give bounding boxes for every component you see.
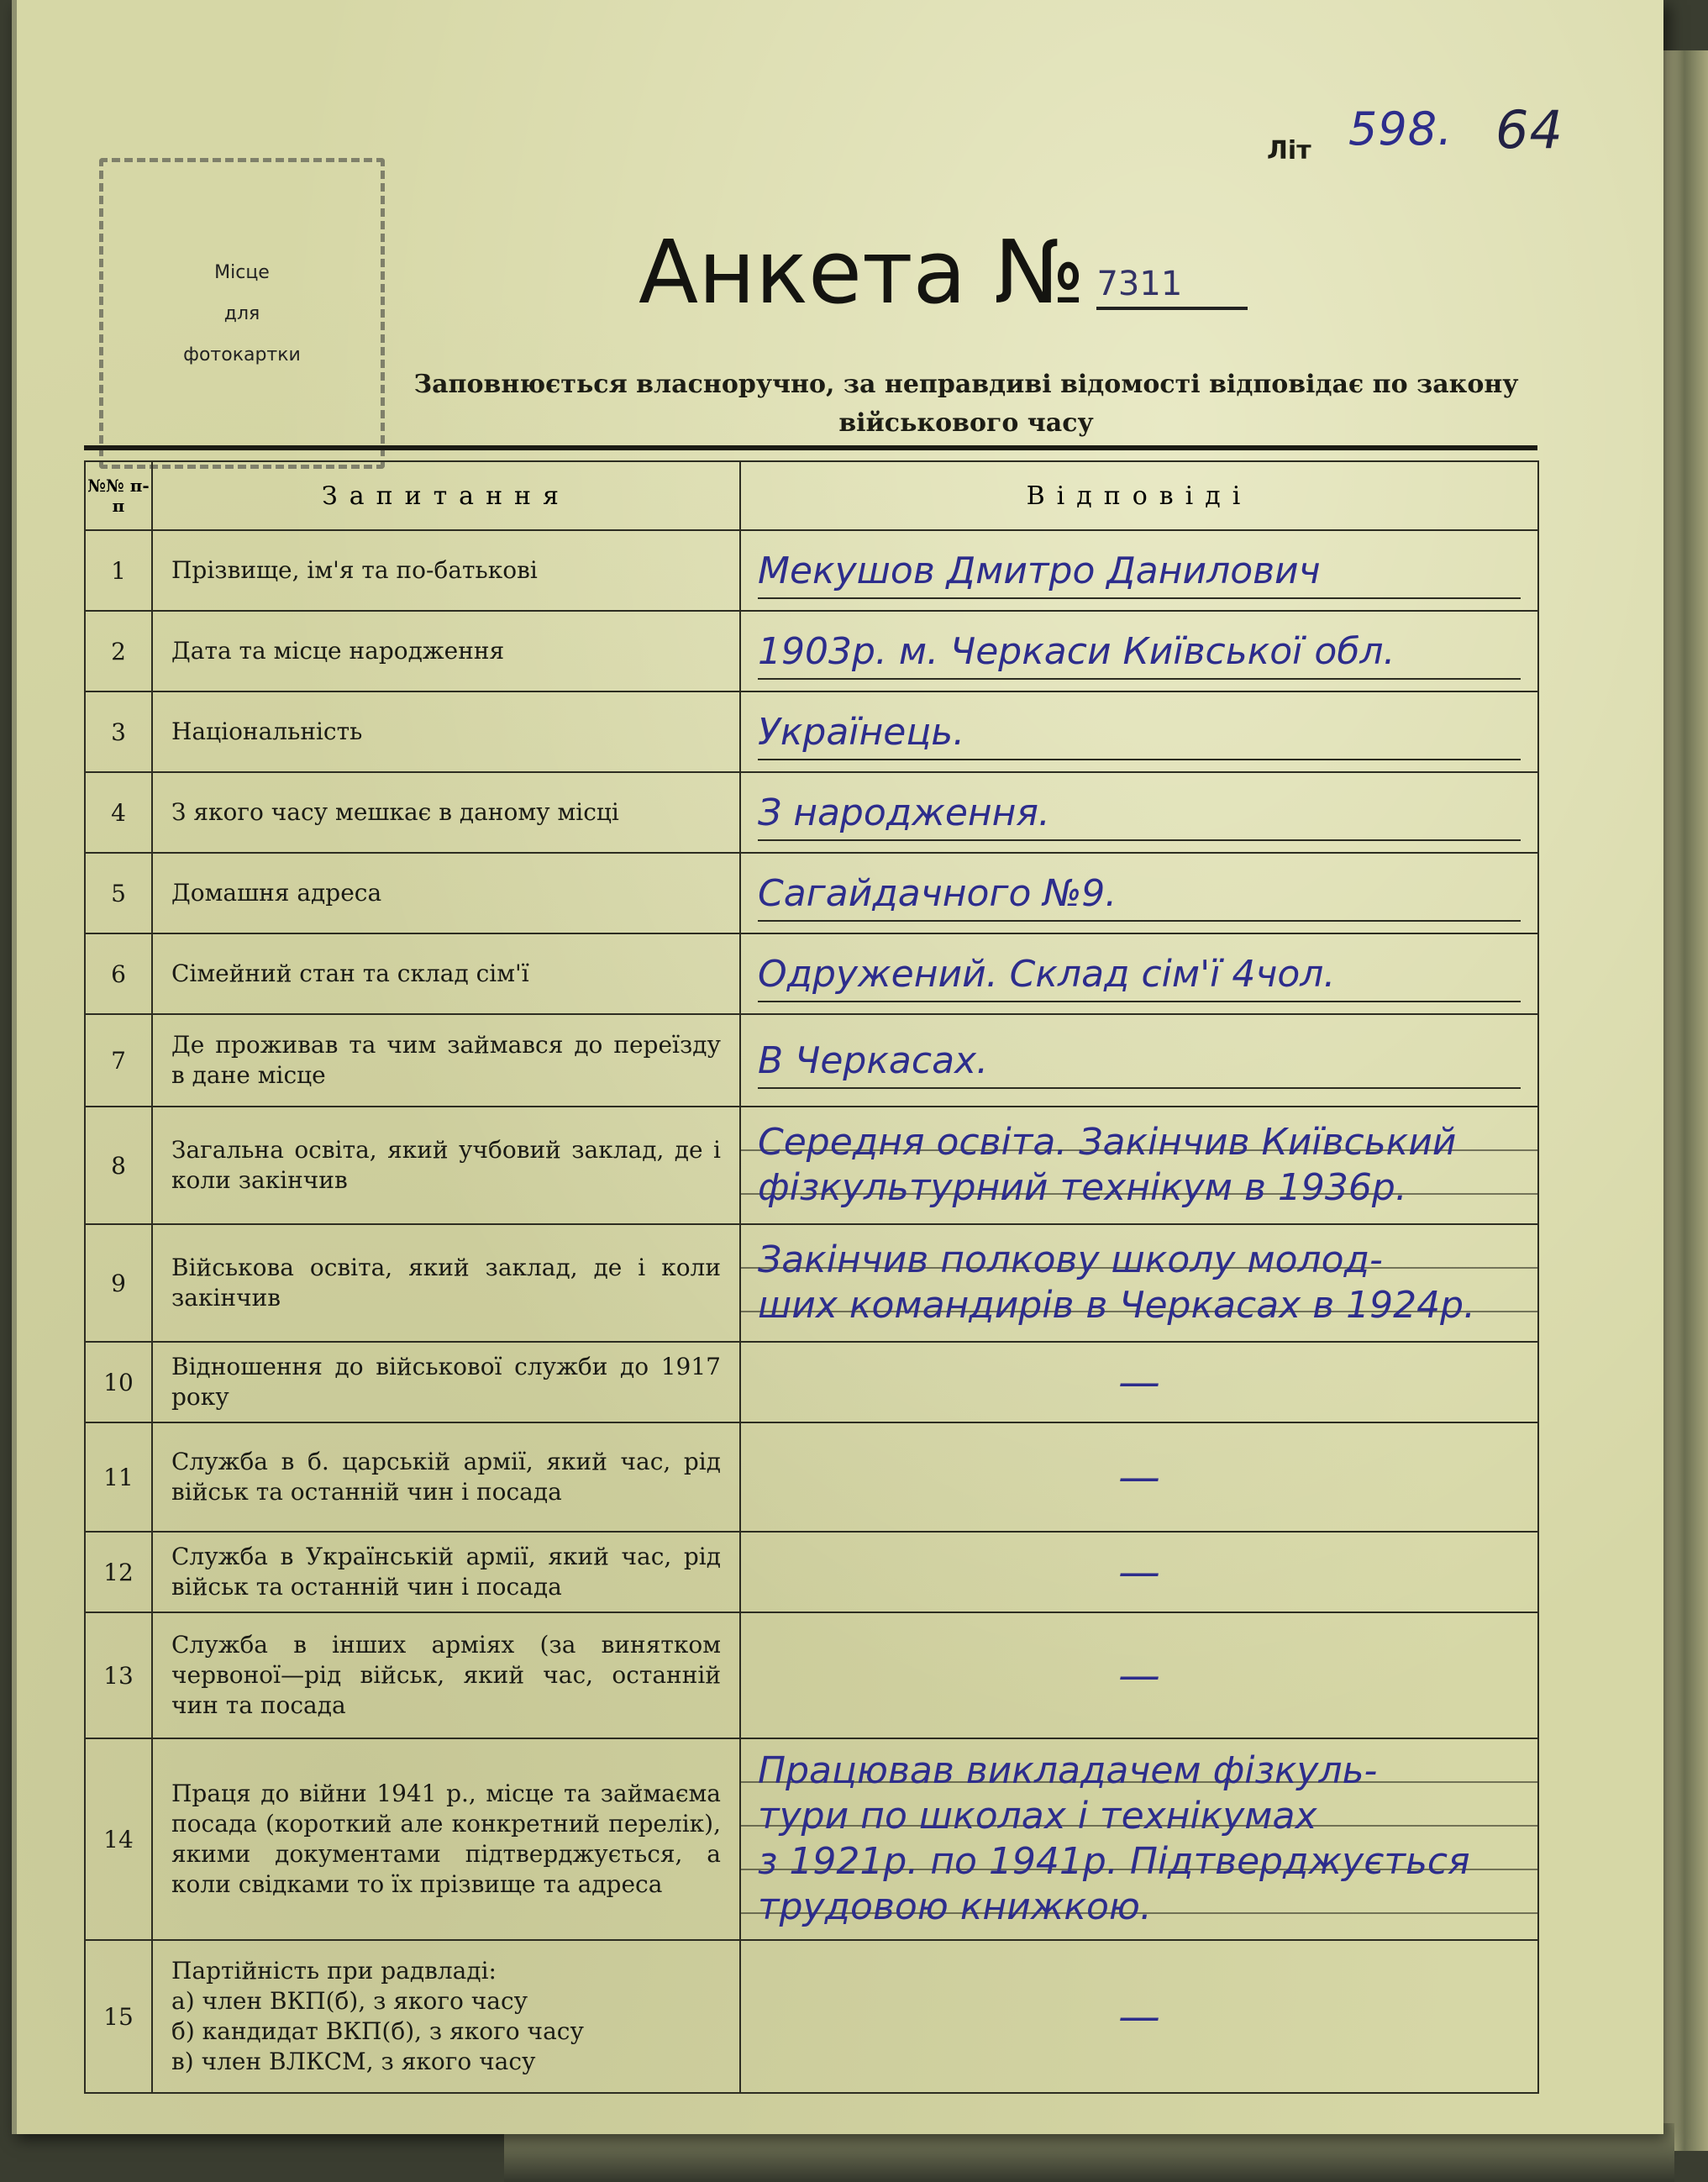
row-answer [740, 933, 1538, 1014]
row-answer [740, 691, 1538, 772]
row-number: 10 [85, 1342, 152, 1422]
party-question-option: б) кандидат ВКП(б), з якого часу [171, 2017, 584, 2045]
row-number: 8 [85, 1107, 152, 1224]
row-number: 12 [85, 1532, 152, 1612]
answer-line: Середня освіта. Закінчив Київський [758, 1121, 1457, 1164]
table-row [85, 933, 1538, 1014]
lit-number: 598. [1348, 103, 1453, 155]
row-question: Домашня адреса [152, 853, 740, 933]
table-row [85, 691, 1538, 772]
table-row [85, 772, 1538, 853]
answer-line: тури по школах і технікумах [758, 1795, 1317, 1838]
photo-box-line-2: для [223, 302, 260, 324]
row-answer [740, 853, 1538, 933]
table-row [85, 1738, 1538, 1940]
table-header-row [85, 461, 1538, 530]
row-answer: — [740, 1342, 1538, 1422]
answer-line: Працював викладачем фізкуль- [758, 1749, 1378, 1792]
lit-label: Літ [1267, 136, 1311, 166]
answer-line: трудовою книжкою. [758, 1885, 1152, 1928]
row-number: 6 [85, 933, 152, 1014]
answer-line: Українець. [758, 710, 1521, 760]
table-row [85, 1422, 1538, 1532]
photo-box-line-1: Місце [214, 261, 270, 283]
row-question: Прізвище, ім'я та по-батькові [152, 530, 740, 611]
row-answer: — [740, 1940, 1538, 2093]
column-header-answer: Відповіді [740, 461, 1538, 530]
photo-placeholder [99, 158, 385, 469]
row-answer [740, 1107, 1538, 1224]
row-question: Відношення до військової служби до 1917 року [152, 1342, 740, 1422]
table-row [85, 530, 1538, 611]
row-answer: — [740, 1422, 1538, 1532]
row-question: Служба в інших арміях (за винятком червоної—рід військ, який час, останній чин та посада [152, 1612, 740, 1738]
row-number: 2 [85, 611, 152, 691]
row-question: Служба в б. царській армії, який час, рід військ та останній чин і посада [152, 1422, 740, 1532]
answer-line: В Черкасах. [758, 1038, 1521, 1089]
row-number: 3 [85, 691, 152, 772]
answer-line: з 1921р. по 1941р. Підтверджується [758, 1840, 1470, 1883]
row-number: 11 [85, 1422, 152, 1532]
archive-page-number: 64 [1495, 99, 1563, 160]
row-answer [740, 1738, 1538, 1940]
table-row [85, 1014, 1538, 1107]
answer-line: ших командирів в Черкасах в 1924р. [758, 1284, 1476, 1327]
party-question-option: в) член ВЛКСМ, з якого часу [171, 2048, 536, 2075]
row-number: 4 [85, 772, 152, 853]
table-row [85, 1612, 1538, 1738]
form-title-text: Анкета № [639, 221, 1085, 323]
row-answer [740, 1224, 1538, 1342]
row-question: Де проживав та чим займався до переїзду в дане місце [152, 1014, 740, 1107]
row-number: 14 [85, 1738, 152, 1940]
row-number: 7 [85, 1014, 152, 1107]
answer-line: Одружений. Склад сім'ї 4чол. [758, 952, 1521, 1002]
row-number: 1 [85, 530, 152, 611]
form-subtitle [386, 365, 1546, 443]
answer-line: 1903р. м. Черкаси Київської обл. [758, 629, 1521, 680]
subtitle-line-1: Заповнюється власноручно, за неправдиві відомості відповідає по закону [413, 370, 1519, 399]
row-number: 15 [85, 1940, 152, 2093]
column-header-number: №№ п-п [85, 461, 152, 530]
row-number: 5 [85, 853, 152, 933]
row-number: 9 [85, 1224, 152, 1342]
row-answer [740, 1014, 1538, 1107]
answer-line: З народження. [758, 791, 1521, 841]
row-question: Дата та місце народження [152, 611, 740, 691]
row-question: Військова освіта, який заклад, де і коли закінчив [152, 1224, 740, 1342]
row-number: 13 [85, 1612, 152, 1738]
questionnaire-page [12, 0, 1663, 2134]
column-header-question: Запитання [152, 461, 740, 530]
row-question: Загальна освіта, який учбовий заклад, де і коли закінчив [152, 1107, 740, 1224]
table-row [85, 1940, 1538, 2093]
row-question [152, 1940, 740, 2093]
form-title [639, 214, 1248, 323]
table-row [85, 853, 1538, 933]
table-row [85, 1342, 1538, 1422]
photo-box-line-3: фотокартки [183, 344, 301, 365]
questionnaire-table [84, 460, 1539, 2094]
row-answer: — [740, 1612, 1538, 1738]
row-answer [740, 530, 1538, 611]
row-question: Сімейний стан та склад сім'ї [152, 933, 740, 1014]
row-question: Служба в Українській армії, який час, рід військ та останній чин і посада [152, 1532, 740, 1612]
answer-line: Сагайдачного №9. [758, 871, 1521, 922]
row-question: Національність [152, 691, 740, 772]
party-question-title: Партійність при радвладі: [171, 1957, 497, 1985]
row-answer: — [740, 1532, 1538, 1612]
table-row [85, 611, 1538, 691]
subtitle-line-2: військового часу [838, 408, 1094, 438]
party-question-option: а) член ВКП(б), з якого часу [171, 1987, 528, 2015]
answer-line: Закінчив полкову школу молод- [758, 1238, 1383, 1281]
table-row [85, 1224, 1538, 1342]
row-answer [740, 611, 1538, 691]
row-question: З якого часу мешкає в даному місці [152, 772, 740, 853]
title-divider [84, 445, 1537, 450]
answer-line: Мекушов Дмитро Данилович [758, 549, 1521, 599]
table-row [85, 1107, 1538, 1224]
row-answer [740, 772, 1538, 853]
table-row [85, 1532, 1538, 1612]
answer-line: фізкультурний технікум в 1936р. [758, 1166, 1407, 1209]
row-question: Праця до війни 1941 р., місце та займаєма посада (короткий але конкретний перелік), якими документами підтверджується, а коли свідками то їх прізвище та адреса [152, 1738, 740, 1940]
form-number: 7311 [1096, 265, 1248, 310]
